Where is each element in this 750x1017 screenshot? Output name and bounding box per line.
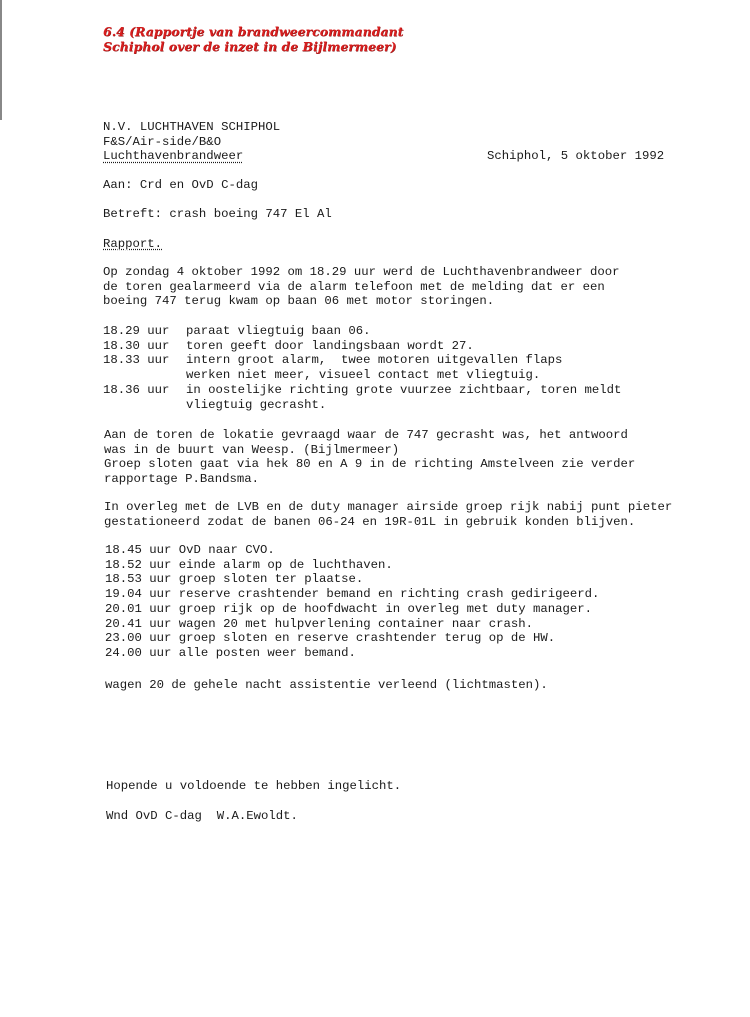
entry-time: 18.33 uur — [103, 353, 170, 368]
entry-text: paraat vliegtuig baan 06. — [186, 324, 371, 338]
text-line: In overleg met de LVB en de duty manager airside groep rijk nabij punt pieter — [104, 500, 673, 514]
timeline-entry: 18.53 uur groep sloten ter plaatse. — [105, 572, 364, 587]
timeline-entry — [103, 324, 621, 339]
text-line: was in de buurt van Weesp. (Bijlmermeer) — [104, 442, 400, 457]
recipient: Aan: Crd en OvD C-dag — [103, 178, 258, 192]
timeline-entry: 18.45 uur OvD naar CVO. — [105, 543, 275, 557]
heading-line: 6.4 (Rapportje van brandweercommandant — [103, 24, 404, 39]
scan-edge — [0, 0, 2, 120]
timeline-entry — [103, 383, 621, 412]
sender-org: N.V. LUCHTHAVEN SCHIPHOL — [103, 120, 281, 134]
letter-date: Schiphol, 5 oktober 1992 — [487, 149, 665, 163]
text-line: Aan de toren de lokatie gevraagd waar de 747 gecrasht was, het antwoord — [104, 428, 628, 442]
section-heading — [103, 24, 403, 54]
coordination-paragraph — [104, 500, 672, 529]
text-line: boeing 747 terug kwam op baan 06 met motor storingen. — [103, 294, 495, 309]
timeline-entry: 19.04 uur reserve crashtender bemand en richting crash gedirigeerd. — [105, 587, 600, 602]
assistance-note: wagen 20 de gehele nacht assistentie verleend (lichtmasten). — [105, 678, 548, 692]
entry-time: 18.30 uur — [103, 338, 170, 353]
text-line: Op zondag 4 oktober 1992 om 18.29 uur werd de Luchthavenbrandweer door — [103, 265, 620, 279]
timeline-entry — [103, 339, 621, 354]
timeline-entry: 23.00 uur groep sloten en reserve crashtender terug op de HW. — [105, 631, 556, 646]
heading-line: Schiphol over de inzet in de Bijlmermeer) — [103, 39, 397, 54]
sender-block — [103, 120, 280, 164]
timeline-entry — [103, 353, 621, 382]
entry-text: toren geeft door landingsbaan wordt 27. — [186, 338, 474, 353]
timeline-entry: 24.00 uur alle posten weer bemand. — [105, 645, 356, 660]
closing-line: Hopende u voldoende te hebben ingelicht. — [106, 779, 402, 793]
text-line: de toren gealarmeerd via de alarm telefoon met de melding dat er een — [103, 279, 605, 294]
text-line: rapportage P.Bandsma. — [104, 472, 259, 487]
entry-text: werken niet meer, visueel contact met vliegtuig. — [186, 368, 541, 383]
text-line: gestationeerd zodat de banen 06-24 en 19R-01L in gebruik konden blijven. — [104, 514, 636, 529]
entry-time: 18.36 uur — [103, 382, 170, 397]
subject: Betreft: crash boeing 747 El Al — [103, 207, 332, 221]
entry-text: intern groot alarm, twee motoren uitgevallen flaps — [186, 353, 563, 368]
timeline-first — [103, 324, 621, 412]
entry-text: vliegtuig gecrasht. — [186, 397, 327, 412]
intro-paragraph — [103, 265, 620, 309]
timeline-entry: 20.41 uur wagen 20 met hulpverlening container naar crash. — [105, 616, 534, 631]
entry-text: in oostelijke richting grote vuurzee zichtbaar, toren meldt — [186, 382, 622, 397]
sender-dept: F&S/Air-side/B&O — [103, 134, 222, 149]
entry-time: 18.29 uur — [103, 324, 170, 338]
signature: Wnd OvD C-dag W.A.Ewoldt. — [106, 809, 298, 823]
timeline-entry: 20.01 uur groep rijk op de hoofdwacht in overleg met duty manager. — [105, 601, 593, 616]
timeline-second — [105, 543, 599, 661]
sender-unit: Luchthavenbrandweer — [103, 149, 244, 164]
location-paragraph — [104, 428, 635, 487]
text-line: Groep sloten gaat via hek 80 en A 9 in de richting Amstelveen zie verder — [104, 457, 636, 472]
report-label: Rapport. — [103, 237, 163, 251]
timeline-entry: 18.52 uur einde alarm op de luchthaven. — [105, 557, 393, 572]
